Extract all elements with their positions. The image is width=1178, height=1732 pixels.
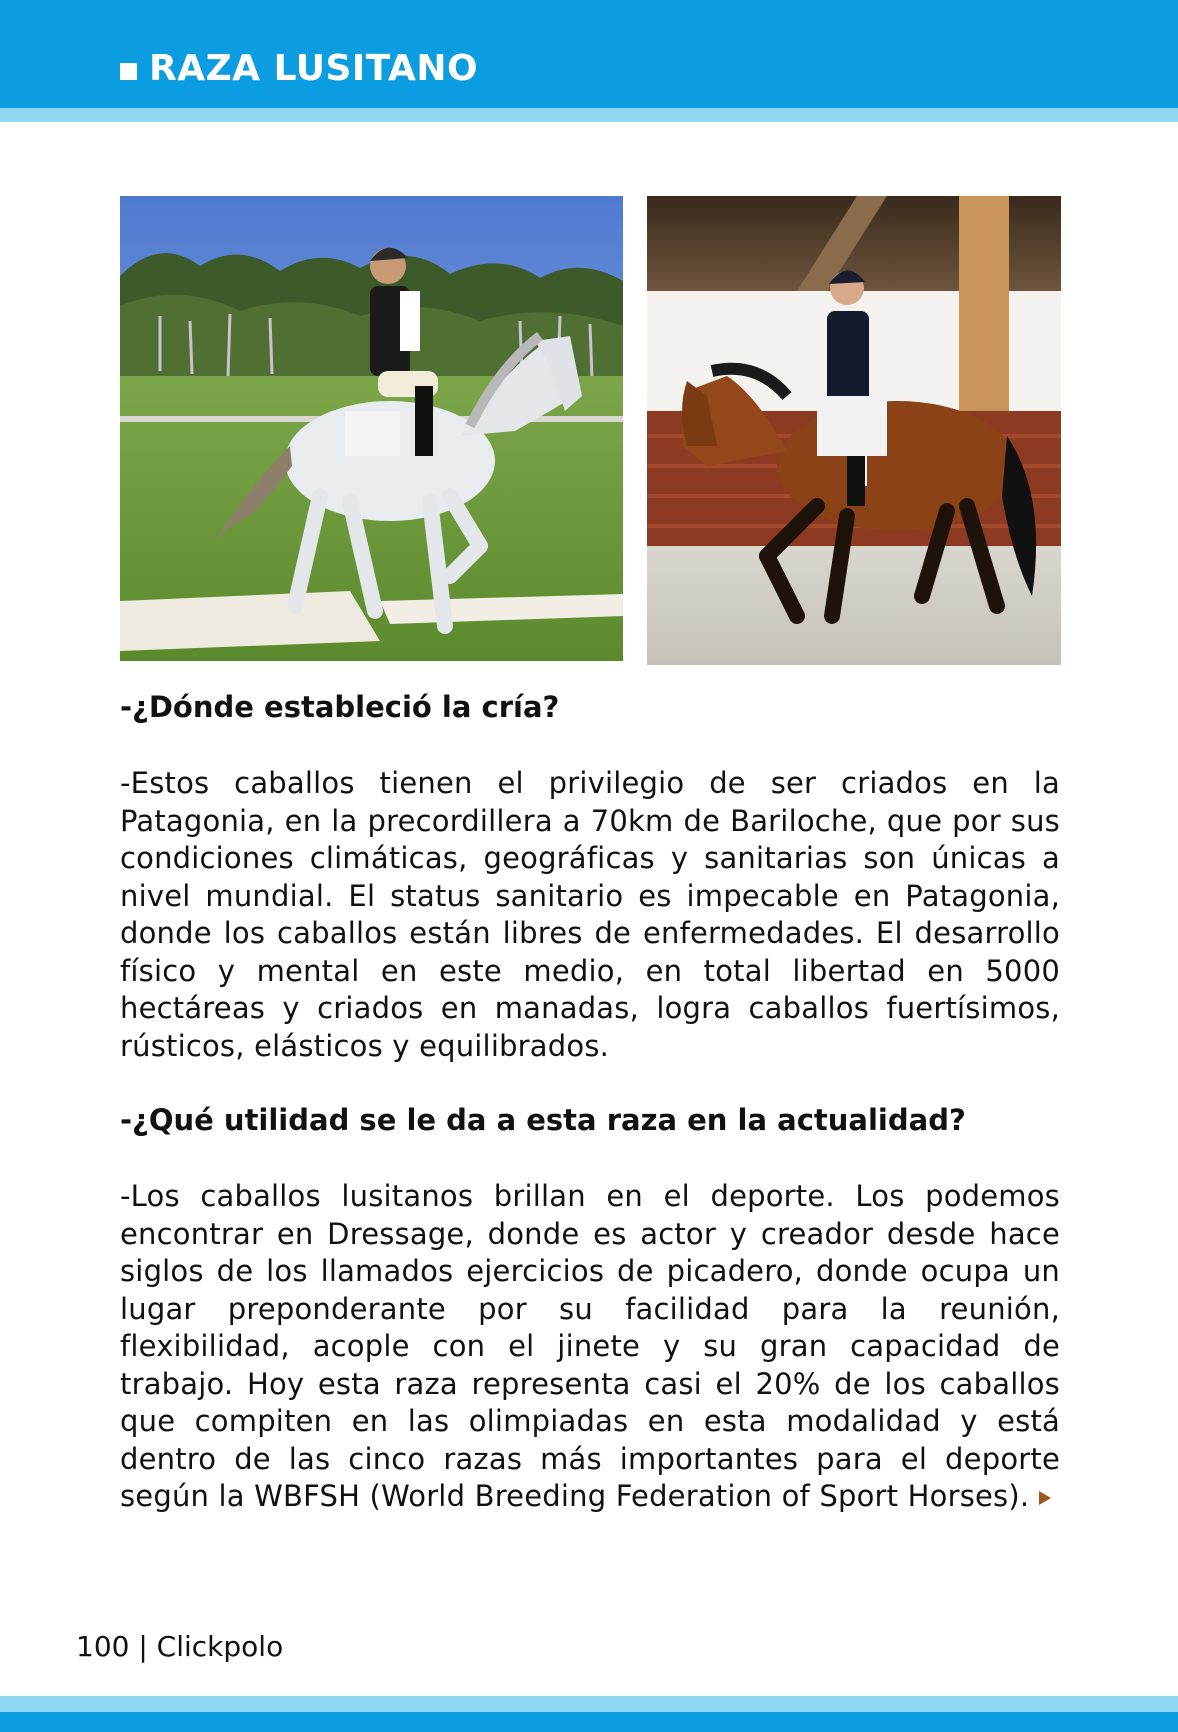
page-title <box>120 44 478 92</box>
footer-bar <box>0 1712 1178 1732</box>
section-utility-body <box>120 1178 1060 1516</box>
footer-stripe <box>0 1696 1178 1712</box>
continue-arrow-icon <box>1039 1491 1051 1505</box>
section-utility <box>120 1102 1060 1138</box>
page-footer: 100 | Clickpolo <box>76 1630 284 1663</box>
section-breeding <box>120 689 1060 725</box>
page-title-text: RAZA LUSITANO <box>149 47 479 89</box>
section-heading: -¿Qué utilidad se le da a esta raza en la actualidad? <box>120 1103 966 1137</box>
bullet-square-icon <box>120 63 137 80</box>
section-paragraph: -Estos caballos tienen el privilegio de ser criados en la Patagonia, en la precordillera a 70km de Bariloche, que por sus condiciones climáticas, geográficas y sanitarias son únicas a nivel mundial. El status sanitario es impecable en Patagonia, donde los caballos están libres de enfermedades. El desarrollo físico y mental en este medio, en total libertad en 5000 hectáreas y criados en manadas, logra caballos fuertísimos, rústicos, elásticos y equilibrados. <box>120 766 1060 1063</box>
photo-grey-horse <box>120 196 623 661</box>
section-paragraph-text: -Los caballos lusitanos brillan en el deporte. Los podemos encontrar en Dressage, donde es actor y creador desde hace siglos de los llamados ejercicios de picadero, donde ocupa un lugar preponderante por su facilidad para la reunión, flexibilidad, acople con el jinete y su gran capacidad de trabajo. Hoy esta raza representa casi el 20% de los caballos que compiten en las olimpiadas en esta modalidad y está dentro de las cinco razas más importantes para el deporte según la WBFSH (World Breeding Federation of Sport Horses). <box>120 1179 1060 1513</box>
photo-bay-horse <box>647 196 1061 665</box>
header-stripe <box>0 108 1178 122</box>
section-paragraph <box>120 1178 1060 1516</box>
section-heading: -¿Dónde estableció la cría? <box>120 690 560 724</box>
section-breeding-body <box>120 765 1060 1065</box>
